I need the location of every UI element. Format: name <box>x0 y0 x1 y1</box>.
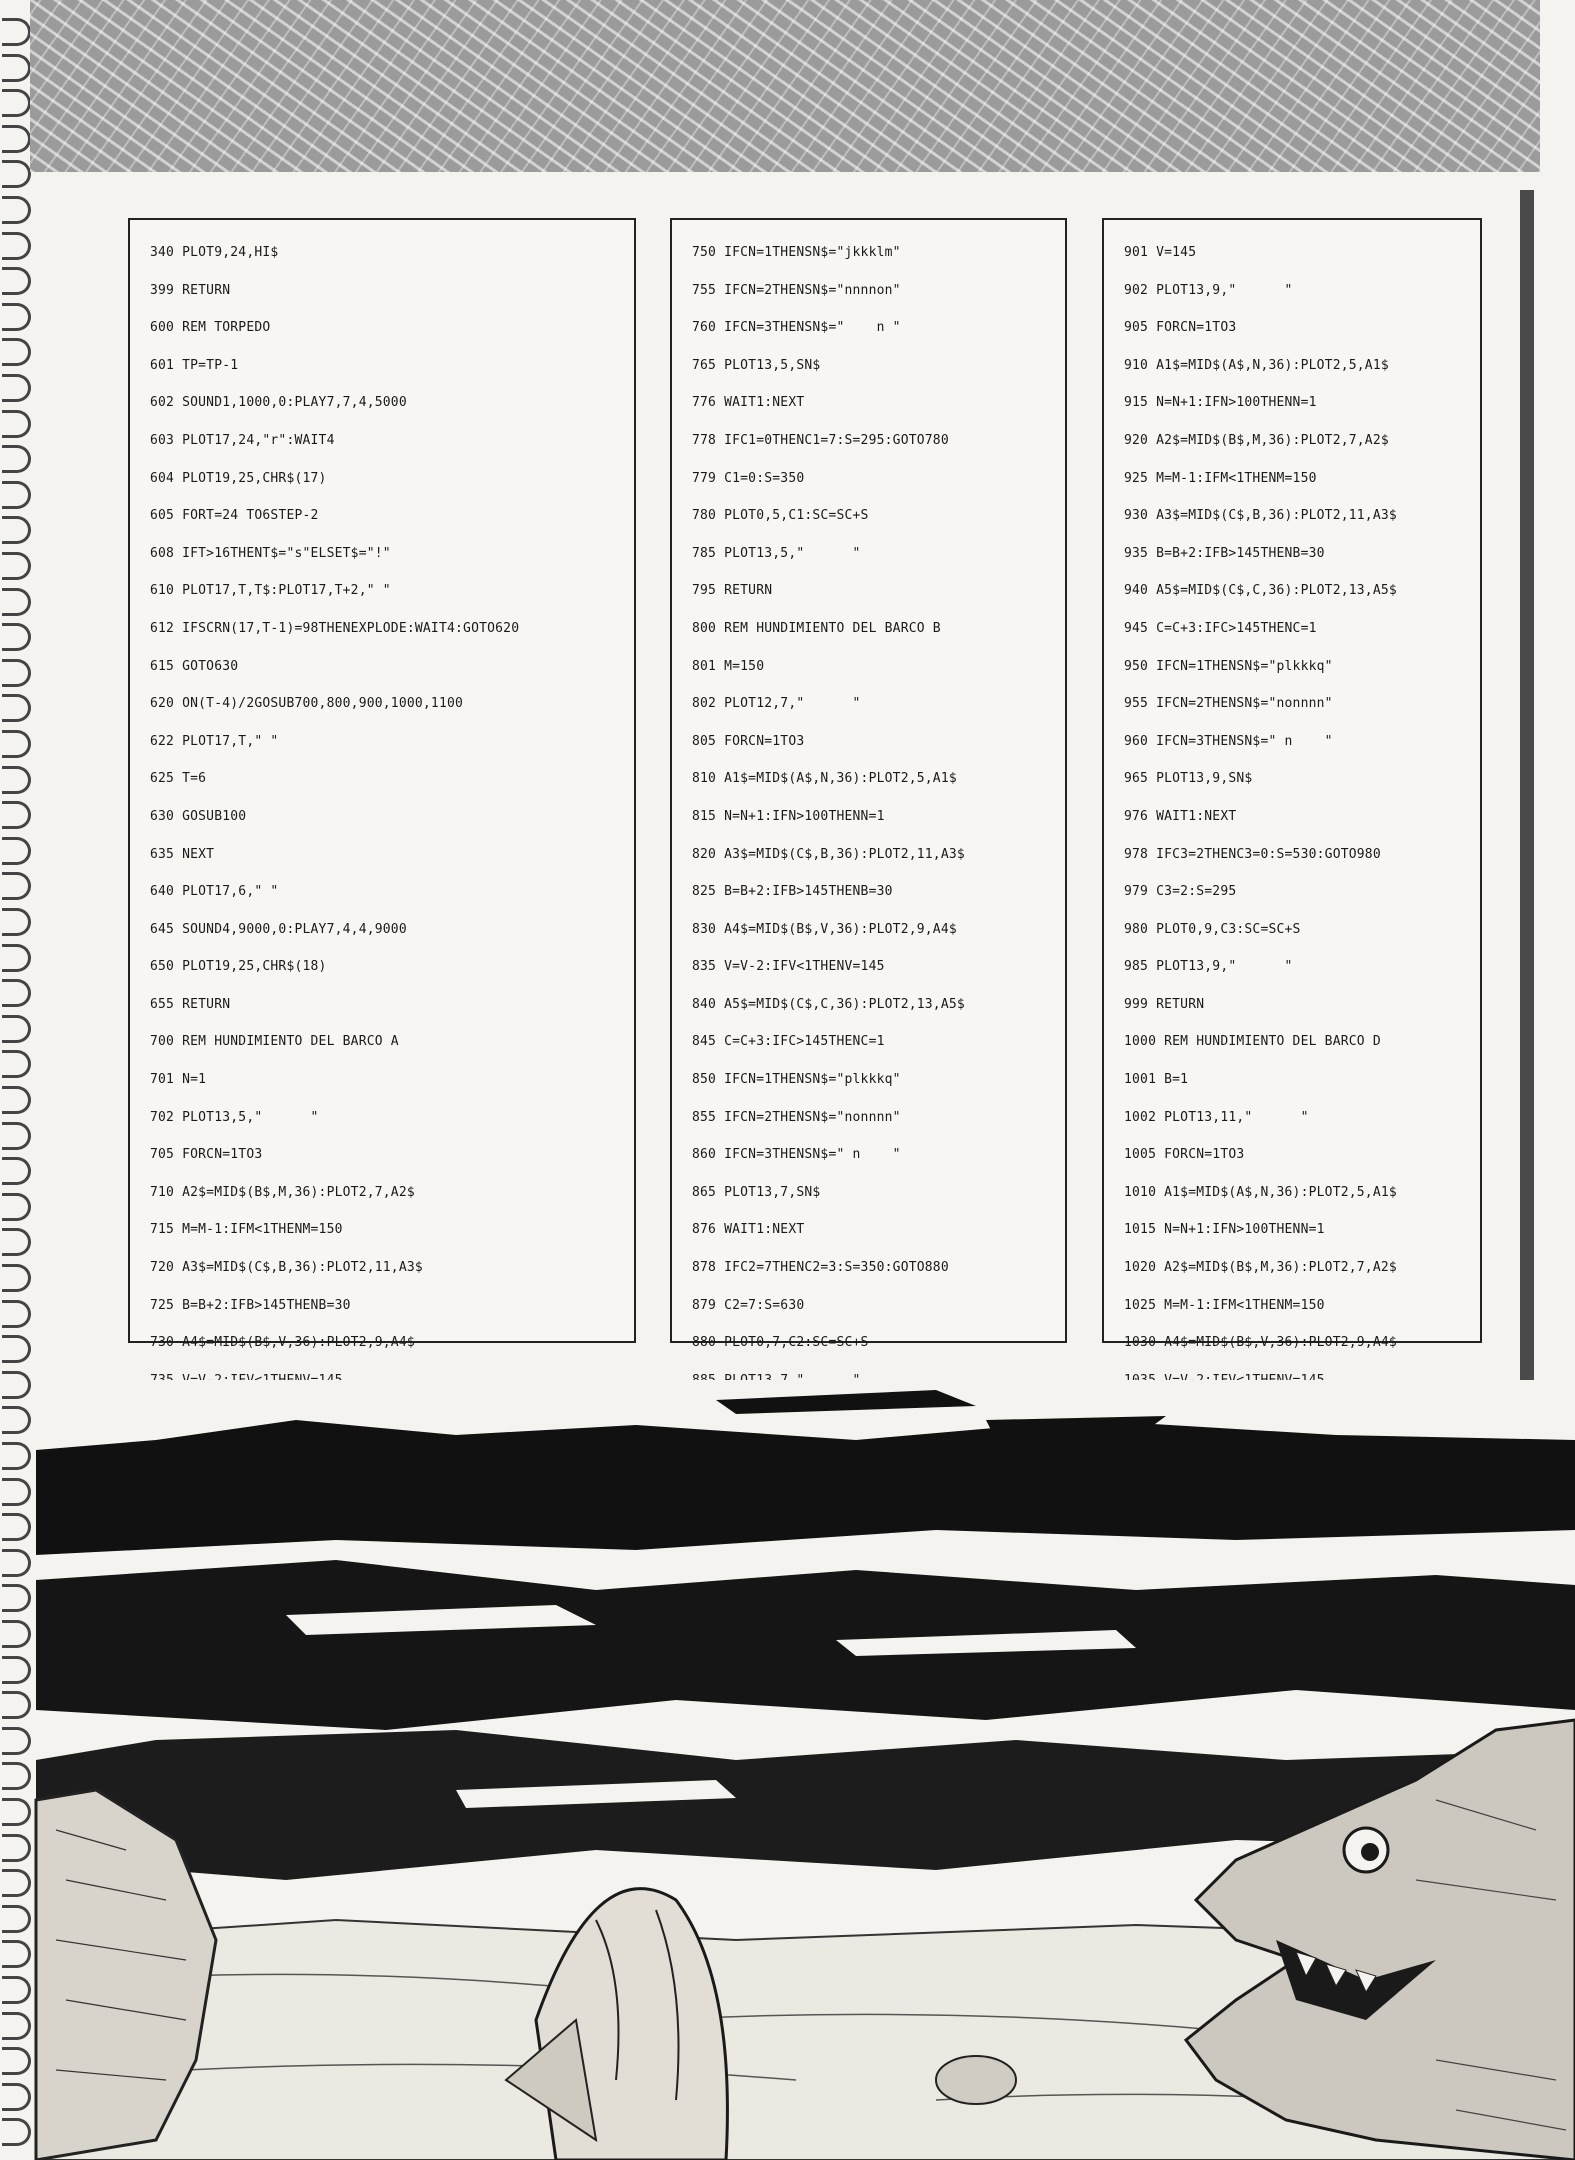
spiral-ring-icon <box>2 1442 31 1470</box>
code-line: 865 PLOT13,7,SN$ <box>692 1184 821 1200</box>
code-column-1 <box>128 218 636 1351</box>
spiral-ring-icon <box>2 659 31 687</box>
code-line: 730 A4$=MID$(B$,V,36):PLOT2,9,A4$ <box>150 1335 415 1351</box>
code-line: 901 V=145 <box>1124 245 1197 260</box>
spiral-ring-icon <box>2 410 31 438</box>
code-line: 1000 REM HUNDIMIENTO DEL BARCO D <box>1124 1034 1381 1050</box>
code-line: 620 ON(T-4)/2GOSUB700,800,900,1000,1100 <box>150 696 464 712</box>
spiral-ring-icon <box>2 1513 31 1541</box>
code-line: 825 B=B+2:IFB>145THENB=30 <box>692 884 893 900</box>
spiral-ring-icon <box>2 267 31 295</box>
code-line: 1010 A1$=MID$(A$,N,36):PLOT2,5,A1$ <box>1124 1184 1397 1200</box>
code-line: 608 IFT>16THENT$="s"ELSET$="!" <box>150 545 391 561</box>
code-line: 785 PLOT13,5," " <box>692 545 861 561</box>
code-line: 750 IFCN=1THENSN$="jkkklm" <box>692 245 901 260</box>
code-line: 985 PLOT13,9," " <box>1124 959 1293 975</box>
spiral-ring-icon <box>2 89 31 117</box>
spiral-ring-icon <box>2 944 31 972</box>
code-line: 705 FORCN=1TO3 <box>150 1147 263 1163</box>
spiral-ring-icon <box>2 872 31 900</box>
code-line: 610 PLOT17,T,T$:PLOT17,T+2," " <box>150 583 391 599</box>
spiral-ring-icon <box>2 1193 31 1221</box>
code-line: 776 WAIT1:NEXT <box>692 395 805 411</box>
spiral-ring-icon <box>2 2083 31 2111</box>
code-line: 950 IFCN=1THENSN$="plkkkq" <box>1124 658 1333 674</box>
spiral-ring-icon <box>2 1122 31 1150</box>
code-line: 845 C=C+3:IFC>145THENC=1 <box>692 1034 885 1050</box>
code-line: 615 GOTO630 <box>150 658 239 674</box>
spiral-ring-icon <box>2 196 31 224</box>
spiral-ring-icon <box>2 837 31 865</box>
code-line: 801 M=150 <box>692 658 765 674</box>
code-line: 1020 A2$=MID$(B$,M,36):PLOT2,7,A2$ <box>1124 1260 1397 1276</box>
code-line: 979 C3=2:S=295 <box>1124 884 1237 900</box>
right-margin-bar <box>1520 190 1534 1395</box>
code-line: 1002 PLOT13,11," " <box>1124 1109 1309 1125</box>
spiral-ring-icon <box>2 374 31 402</box>
code-line: 876 WAIT1:NEXT <box>692 1222 805 1238</box>
spiral-ring-icon <box>2 979 31 1007</box>
code-line: 935 B=B+2:IFB>145THENB=30 <box>1124 545 1325 561</box>
spiral-ring-icon <box>2 1727 31 1755</box>
spiral-ring-icon <box>2 1228 31 1256</box>
spiral-ring-icon <box>2 1762 31 1790</box>
code-line: 955 IFCN=2THENSN$="nonnnn" <box>1124 696 1333 712</box>
code-line: 879 C2=7:S=630 <box>692 1297 805 1313</box>
code-line: 700 REM HUNDIMIENTO DEL BARCO A <box>150 1034 399 1050</box>
code-line: 625 T=6 <box>150 771 207 787</box>
spiral-ring-icon <box>2 2047 31 2075</box>
code-line: 805 FORCN=1TO3 <box>692 733 805 749</box>
code-line: 650 PLOT19,25,CHR$(18) <box>150 959 327 975</box>
code-line: 1005 FORCN=1TO3 <box>1124 1147 1245 1163</box>
code-line: 603 PLOT17,24,"r":WAIT4 <box>150 432 335 448</box>
spiral-ring-icon <box>2 588 31 616</box>
code-line: 925 M=M-1:IFM<1THENM=150 <box>1124 470 1317 486</box>
code-line: 710 A2$=MID$(B$,M,36):PLOT2,7,A2$ <box>150 1184 415 1200</box>
code-line: 655 RETURN <box>150 996 231 1012</box>
header-pattern-band <box>30 0 1540 172</box>
code-line: 910 A1$=MID$(A$,N,36):PLOT2,5,A1$ <box>1124 357 1389 373</box>
spiral-ring-icon <box>2 1798 31 1826</box>
code-line: 1025 M=M-1:IFM<1THENM=150 <box>1124 1297 1325 1313</box>
code-line: 760 IFCN=3THENSN$=" n " <box>692 320 901 336</box>
code-line: 755 IFCN=2THENSN$="nnnnon" <box>692 282 901 298</box>
code-line: 605 FORT=24 TO6STEP-2 <box>150 508 319 524</box>
code-column-3 <box>1102 218 1482 1351</box>
spiral-ring-icon <box>2 232 31 260</box>
code-line: 878 IFC2=7THENC2=3:S=350:GOTO880 <box>692 1260 949 1276</box>
spiral-ring-icon <box>2 1157 31 1185</box>
code-line: 635 NEXT <box>150 846 215 862</box>
code-line: 701 N=1 <box>150 1072 207 1088</box>
code-line: 855 IFCN=2THENSN$="nonnnn" <box>692 1109 901 1125</box>
code-line: 800 REM HUNDIMIENTO DEL BARCO B <box>692 620 941 636</box>
code-line: 978 IFC3=2THENC3=0:S=530:GOTO980 <box>1124 846 1381 862</box>
code-line: 645 SOUND4,9000,0:PLAY7,4,4,9000 <box>150 921 407 937</box>
spiral-ring-icon <box>2 303 31 331</box>
spiral-ring-icon <box>2 1478 31 1506</box>
code-line: 860 IFCN=3THENSN$=" n " <box>692 1147 901 1163</box>
code-line: 960 IFCN=3THENSN$=" n " <box>1124 733 1333 749</box>
code-line: 600 REM TORPEDO <box>150 320 271 336</box>
code-line: 945 C=C+3:IFC>145THENC=1 <box>1124 620 1317 636</box>
code-line: 810 A1$=MID$(A$,N,36):PLOT2,5,A1$ <box>692 771 957 787</box>
spiral-ring-icon <box>2 125 31 153</box>
code-line: 850 IFCN=1THENSN$="plkkkq" <box>692 1072 901 1088</box>
code-line: 601 TP=TP-1 <box>150 357 239 373</box>
code-line: 802 PLOT12,7," " <box>692 696 861 712</box>
code-line: 835 V=V-2:IFV<1THENV=145 <box>692 959 885 975</box>
spiral-ring-icon <box>2 1264 31 1292</box>
code-line: 1030 A4$=MID$(B$,V,36):PLOT2,9,A4$ <box>1124 1335 1397 1351</box>
code-line: 820 A3$=MID$(C$,B,36):PLOT2,11,A3$ <box>692 846 965 862</box>
spiral-ring-icon <box>2 1656 31 1684</box>
spiral-ring-icon <box>2 1620 31 1648</box>
code-line: 779 C1=0:S=350 <box>692 470 805 486</box>
code-line: 720 A3$=MID$(C$,B,36):PLOT2,11,A3$ <box>150 1260 423 1276</box>
spiral-ring-icon <box>2 1406 31 1434</box>
spiral-ring-icon <box>2 1834 31 1862</box>
spiral-ring-icon <box>2 1300 31 1328</box>
code-line: 976 WAIT1:NEXT <box>1124 808 1237 824</box>
spiral-ring-icon <box>2 1976 31 2004</box>
spiral-ring-icon <box>2 481 31 509</box>
spiral-binding <box>0 0 34 2160</box>
code-line: 612 IFSCRN(17,T-1)=98THENEXPLODE:WAIT4:GOTO620 <box>150 620 520 636</box>
spiral-ring-icon <box>2 623 31 651</box>
code-line: 965 PLOT13,9,SN$ <box>1124 771 1253 787</box>
spiral-ring-icon <box>2 445 31 473</box>
spiral-ring-icon <box>2 1050 31 1078</box>
code-line: 880 PLOT0,7,C2:SC=SC+S <box>692 1335 869 1351</box>
spiral-ring-icon <box>2 801 31 829</box>
code-line: 830 A4$=MID$(B$,V,36):PLOT2,9,A4$ <box>692 921 957 937</box>
code-line: 1001 B=1 <box>1124 1072 1189 1088</box>
spiral-ring-icon <box>2 18 31 46</box>
spiral-ring-icon <box>2 1869 31 1897</box>
spiral-ring-icon <box>2 766 31 794</box>
code-line: 930 A3$=MID$(C$,B,36):PLOT2,11,A3$ <box>1124 508 1397 524</box>
code-line: 795 RETURN <box>692 583 773 599</box>
spiral-ring-icon <box>2 730 31 758</box>
code-line: 940 A5$=MID$(C$,C,36):PLOT2,13,A5$ <box>1124 583 1397 599</box>
illustration-svg <box>36 1380 1575 2160</box>
code-line: 1015 N=N+1:IFN>100THENN=1 <box>1124 1222 1325 1238</box>
code-line: 604 PLOT19,25,CHR$(17) <box>150 470 327 486</box>
spiral-ring-icon <box>2 1905 31 1933</box>
code-line: 778 IFC1=0THENC1=7:S=295:GOTO780 <box>692 432 949 448</box>
code-line: 640 PLOT17,6," " <box>150 884 279 900</box>
spiral-ring-icon <box>2 516 31 544</box>
code-line: 780 PLOT0,5,C1:SC=SC+S <box>692 508 869 524</box>
spiral-ring-icon <box>2 2012 31 2040</box>
code-line: 715 M=M-1:IFM<1THENM=150 <box>150 1222 343 1238</box>
code-line: 915 N=N+1:IFN>100THENN=1 <box>1124 395 1317 411</box>
spiral-ring-icon <box>2 1371 31 1399</box>
code-line: 702 PLOT13,5," " <box>150 1109 319 1125</box>
spiral-ring-icon <box>2 2118 31 2146</box>
spiral-ring-icon <box>2 1335 31 1363</box>
sea-monster-illustration <box>36 1380 1575 2160</box>
code-line: 980 PLOT0,9,C3:SC=SC+S <box>1124 921 1301 937</box>
code-line: 622 PLOT17,T," " <box>150 733 279 749</box>
spiral-ring-icon <box>2 54 31 82</box>
spiral-ring-icon <box>2 1549 31 1577</box>
spiral-ring-icon <box>2 160 31 188</box>
spiral-ring-icon <box>2 1584 31 1612</box>
spiral-ring-icon <box>2 1015 31 1043</box>
code-line: 905 FORCN=1TO3 <box>1124 320 1237 336</box>
code-line: 840 A5$=MID$(C$,C,36):PLOT2,13,A5$ <box>692 996 965 1012</box>
spiral-ring-icon <box>2 1940 31 1968</box>
code-column-2 <box>670 218 1067 1351</box>
code-line: 602 SOUND1,1000,0:PLAY7,7,4,5000 <box>150 395 407 411</box>
code-line: 920 A2$=MID$(B$,M,36):PLOT2,7,A2$ <box>1124 432 1389 448</box>
code-line: 902 PLOT13,9," " <box>1124 282 1293 298</box>
code-line: 765 PLOT13,5,SN$ <box>692 357 821 373</box>
spiral-ring-icon <box>2 1691 31 1719</box>
code-line: 340 PLOT9,24,HI$ <box>150 245 279 260</box>
spiral-ring-icon <box>2 338 31 366</box>
code-line: 399 RETURN <box>150 282 231 298</box>
spiral-ring-icon <box>2 1086 31 1114</box>
spiral-ring-icon <box>2 908 31 936</box>
code-line: 815 N=N+1:IFN>100THENN=1 <box>692 808 885 824</box>
code-line: 630 GOSUB100 <box>150 808 247 824</box>
code-line: 999 RETURN <box>1124 996 1205 1012</box>
code-line: 725 B=B+2:IFB>145THENB=30 <box>150 1297 351 1313</box>
spiral-ring-icon <box>2 694 31 722</box>
spiral-ring-icon <box>2 552 31 580</box>
